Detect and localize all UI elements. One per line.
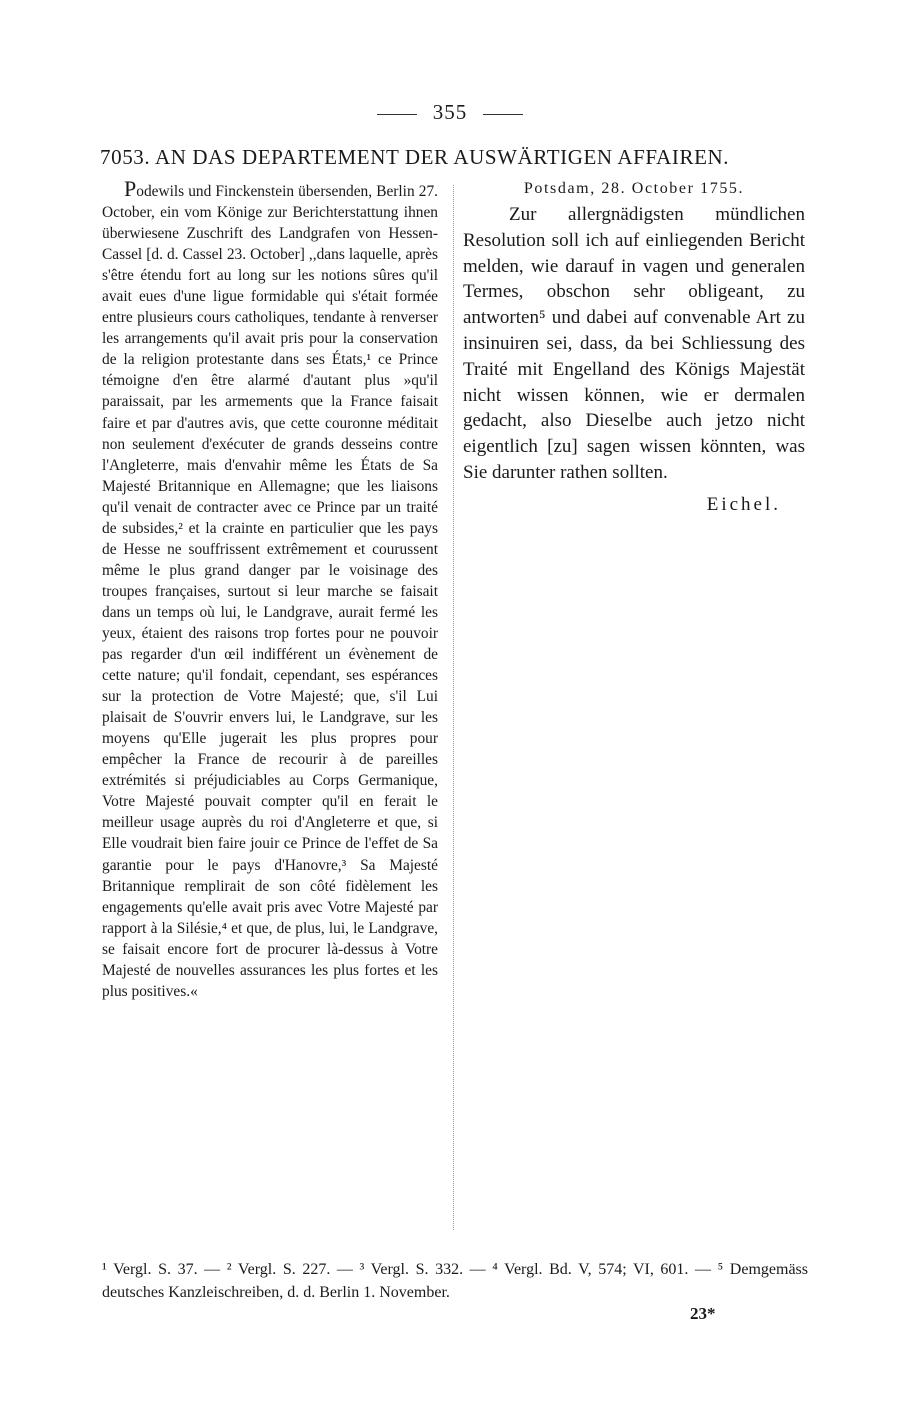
right-column <box>463 180 805 516</box>
right-column-paragraph: Zur allergnädigsten mündlichen Resolution soll ich auf einliegenden Bericht melden, wie darauf in vagen und generalen Termes, obschon sehr obligeant, zu antworten⁵ und dabei auf convenable Art zu insinuiren sei, dass, da bei Schliessung des Traité mit Engelland des Königs Majestät nicht wissen können, wie er dermalen gedacht, also Dieselbe auch jetzo nicht eigentlich [zu] sagen wissen könnten, was Sie darunter rathen sollten. <box>463 204 805 483</box>
page-number <box>0 100 900 125</box>
page-number-dash-right <box>483 114 523 115</box>
footnotes: ¹ Vergl. S. 37. — ² Vergl. S. 227. — ³ Vergl. S. 332. — ⁴ Vergl. Bd. V, 574; VI, 601. — ⁵ Demgemäss deutsches Kanzleischreiben, d. d. Berlin 1. November. <box>102 1261 808 1301</box>
document-heading: 7053. AN DAS DEPARTEMENT DER AUSWÄRTIGEN AFFAIREN. <box>100 145 730 169</box>
signature: Eichel. <box>706 493 781 515</box>
column-divider <box>453 185 454 1230</box>
left-column <box>102 178 438 1002</box>
page-number-text: 355 <box>432 100 468 124</box>
dateline: Potsdam, 28. October 1755. <box>523 180 745 197</box>
printer-signature-mark: 23* <box>690 1304 716 1323</box>
page-number-dash-left <box>377 114 417 115</box>
left-column-paragraph: Podewils und Finckenstein übersenden, Berlin 27. October, ein vom Könige zur Berichterstattung ihnen überwiesene Zuschrift des Landgrafen von Hessen-Cassel [d. d. Cassel 23. October] ,,dans laquelle, après s'être étendu fort au long sur les notions sûres qu'il avait eues d'une ligue formidable qui s'était formée entre plusieurs cours catholiques, tendante à renverser les arrangements qu'il avait pris pour la conservation de la religion protestante dans ses États,¹ ce Prince témoigne d'en être alarmé d'autant plus »qu'il paraissait, par les armements que la France faisait faire et par d'autres avis, que cette couronne méditait non seulement d'exécuter de grands desseins contre l'Angleterre, mais d'envahir même les États de Sa Majesté Britannique en Allemagne; que les liaisons qu'il venait de contracter avec ce Prince par un traité de subsides,² et la crainte en particulier que les pays de Hesse ne souffrissent extrêmement et courussent même le plus grand danger par le voisinage des troupes françaises, surtout si leur marche se faisait dans un temps où lui, le Landgrave, aurait fermé les yeux, étaient des raisons trop fortes pour ne pouvoir pas regarder d'un œil indifférent un évènement de cette nature; qu'il fondait, cependant, ses espérances sur la protection de Votre Majesté; que, s'il Lui plaisait de S'ouvrir envers lui, le Landgrave, sur les moyens qu'Elle jugerait les plus propres pour empêcher la France de recourir à de pareilles extrémités si préjudiciables au Corps Germanique, Votre Majesté pouvait compter qu'il en ferait le meilleur usage auprès du roi d'Angleterre et que, si Elle voudrait bien faire jouir ce Prince de l'effet de Sa garantie pour le pays d'Hanovre,³ Sa Majesté Britannique remplirait de son côté fidèlement les engagements qu'elle avait pris avec Votre Majesté par rapport à la Silésie,⁴ et que, de plus, lui, le Landgrave, se faisait encore fort de procurer là-dessus à Votre Majesté de nouvelles assurances les plus fortes et les plus positives.« <box>102 176 438 1000</box>
